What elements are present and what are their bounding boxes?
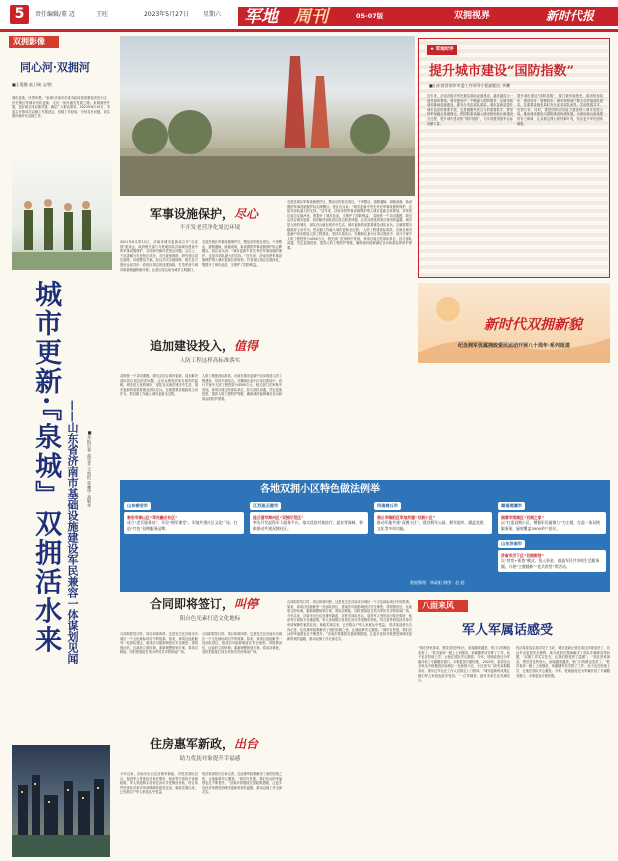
body-continued: 走进任城区军事设施保护区，整治后的营区周边，干净整洁，道路通畅，绿植成荫，新设置的军事设施保护标志牌醒目。营区官兵说：“城市更新中首先考虑军事设施的保护，这是对部队最大的支持。”近年来，济南市把军事设施保护纳入城市更新总体规划，对老营区周边实施净化，既提升了城市品质，又维护了国防利益。 双拥是一个共同课题。我们会结合城市更新，同步解决部队营区周边的老问题，让官兵感受到来自城市的温暖。城市是人民的城市，部队官兵就在城市中生活，城市更新的成果要惠及部队官兵。这就需要各级政府主动作为，把双拥工作融入城市更新全过程。 人防工程建设标准高，济南在城市更新中同步推进人防工程建设，坚持平战结合。在槐荫区某小区项目建设中，设计方案中人防工程投资为4500万元，相关部门在审核中发现，该项目周边有部队单位，经与部队沟通，决定追加投资，提高人防工程防护等级，确保战时能够满足官兵和群众的防护需要。 — [287, 200, 412, 250]
main-headline: 城市更新·『泉城』双拥活水来 — [30, 280, 62, 655]
monument-illustration — [120, 36, 415, 196]
designer-credit: 王旺 — [96, 11, 109, 18]
parade-photo — [12, 160, 112, 270]
infographic-title: 各地双拥小区特色做法例举 — [260, 484, 380, 495]
skyline-illustration — [12, 745, 110, 857]
graphic-item-title: 商丘市睢阳区军地共建“双拥小区” — [377, 515, 436, 521]
body-lower-continued: 合同即将签订时，项目却被叫停。这是发生在济南市历城区一个文化地标项目中的故事。原来，该项目选址毗邻一处部队营区，建成后可能影响营区安全保密。得知情况后，区政府立即协调，重新调整规划方案，将项目移址，同时把原址打造为军民共享的休闲广场。 今年以来，济南市出台住房惠军新政，对驻济部队官兵、退役军人等优抚对象在购房、租房等方面给予优惠政策。军人家庭购买首套住房可享受购房补贴，符合条件的优抚对象可申请保障性租赁住房。新政实施以来，已有数百户军人家庭从中受益。 驻济某部营长告诉记者，住房惠军政策解决了他的后顾之忧，让他能够安心服役。“城市在发展，我们官兵的幸福感也在不断提升。”济南市将继续完善政策措施，让更多优抚对象感受到城市更新带来的温暖，推动双拥工作走深走实。 — [287, 600, 412, 641]
opinion-body-2: 提升城市建设“国防指数”，要打破军地壁垒，做到规划同步、建设同步、管理同步。城市规划部门要主动对接部队需求，在重要设施布局时充分征求部队意见，实现资源共享、优势互补。同时，要把国防动员能力建设纳入城市发展大局，推动城市建设与国防建设协调发展，为部队练兵备战提供有力保障，让双拥这棵大树枝繁叶茂，结出更多军民团结硕果。 — [517, 94, 603, 126]
story-section-label: 八面来风 — [418, 600, 468, 612]
headline-3: 合同即将签订，叫停 — [150, 597, 259, 611]
main-subheadline: ——山东省济南市基础设施建设军民兼容一体谋划见闻 — [65, 400, 79, 664]
graphic-item-text: 成立“老兵服务站”，开设“拥军课堂”，军地共建社区文化广场，打造“红色”双拥服务品牌。 — [127, 520, 238, 531]
headline-4: 住房惠军新政，出台 — [150, 737, 259, 751]
graphic-item-box — [374, 512, 492, 534]
page-header — [0, 0, 618, 30]
body-5: 合同即将签订时，项目却被叫停。这是发生在济南市历城区一个文化地标项目中的故事。原来，该项目选址毗邻一处部队营区，建成后可能影响营区安全保密。得知情况后，区政府立即协调，重新调整规划方案，将项目移址，同时把原址打造为军民共享的休闲广场。 — [120, 632, 198, 655]
opinion-byline: ■山东省济南市市委工作领导小组副组长 李鹏 — [429, 83, 511, 88]
header-rule — [0, 29, 618, 32]
opinion-body-1: 近年来，济南各级对军民兼容基础设施建设，越来越成为一道亮丽风景线。城市建设中，不断融入国防需求，从城市规划到基础设施建设，都充分考虑部队需求。城市更新是提升城市品质的重要手段，也是凝聚军民合力的重要抓手。要坚持军民融合发展理念，把国防需求融入城市规划设计和建设全过程，提升城市建设的“国防指数”，为实现强国强军目标贡献力量。 — [427, 94, 513, 126]
star-icon: ★ — [430, 47, 435, 52]
paper-logo: 新时代报 — [546, 9, 595, 23]
graphic-item-title: 泰安市泰山区“军民融合社区” — [127, 515, 178, 521]
story-body-2: 驻济某部连队指导员王飞说，城市更新让营区周边环境变好了，官兵外出更加安全便利，地方政府还帮助解决了部队车辆停放等问题，“双拥工作实实在在，让我们感受到了温暖”。 “现在回家探亲，感觉变化特别大，泉城越来越美，家门口的路也变宽了。”驻济某部一级上士刘强说，家属随军后安排了工作，孩子也在驻地上学，让他在部队安心服役。今年，驻地政府还为军属开设了专属服务窗口，办事更加方便快捷。 — [516, 646, 610, 678]
graphic-item — [374, 502, 492, 534]
graphic-item-box — [498, 550, 606, 572]
graphic-item — [250, 502, 368, 534]
story-body-1: “现在回家探亲，感觉变化特别大，泉城越来越美，家门口的路也变宽了。”驻济某部一级上士刘强说，家属随军后安排了工作，孩子也在驻地上学，让他在部队安心服役。今年，驻地政府还为军属开设了专属服务窗口，办事更加方便快捷。 2022年，某部官兵全家从外地搬进济南城区一处新建小区，小区里专门设有双拥服务站，逢年过节社区工作人员都会上门慰问。“城市更新的成果让我们军人家庭也能享受到。”一位军嫂说，她对未来生活充满信心。 — [418, 646, 510, 683]
body-2: 走进任城区军事设施保护区，整治后的营区周边，干净整洁，道路通畅，绿植成荫，新设置的军事设施保护标志牌醒目。营区官兵说：“城市更新中首先考虑军事设施的保护，这是对部队最大的支持。”近年来，济南市把军事设施保护纳入城市更新总体规划，对老营区周边实施净化，既提升了城市品质，又维护了国防利益。 — [202, 240, 282, 267]
graphic-item-city: 河南商丘市 — [374, 502, 401, 510]
graphic-item — [498, 540, 606, 572]
graphic-item — [124, 502, 244, 534]
body-1: 2021年6月的12日，济南市城市更新局召开“百花园”座谈会，政府相关部门与驻地部队共商城市建设中的军事设施保护，共同研究解决老营区问题。会议上，干部讲解当年老营区状况，对比规划图纸，研究营区周边道路、环境整治方案。经过多次实地调研，相关各方很快达成共识：将营区周边的违建拆除，打造军营与城市和谐相融的新环境，让营区周边成为城市文明窗口。 — [120, 240, 198, 272]
graphic-item-box — [124, 512, 244, 534]
photo-credit: ■王冕继 高卫瑞 文/图 — [12, 82, 52, 87]
graphic-item-box — [250, 512, 368, 534]
editor-credit: 责任编辑/董 迈 — [35, 11, 75, 18]
main-byline: ■本报记者 高雪菲 王凯伦 张鹏宇 高敏华 — [87, 430, 93, 508]
soldiers-illustration — [12, 160, 112, 270]
graphic-item-city: 江苏连云港市 — [250, 502, 281, 510]
issue-weekday: 星期六 — [203, 11, 222, 18]
graphic-item-box — [498, 512, 606, 534]
infographic-credit: 数据整理：林政阳 制图：赵 超 — [410, 580, 465, 585]
headline-1: 军事设施保护，尽心 — [150, 207, 259, 221]
graphic-item-title: 济南市历下区“双拥街巷” — [501, 553, 544, 559]
subheadline-1: 不开发老营净化周边环境 — [179, 225, 241, 231]
opinion-tag: ★ 军地时评 — [427, 45, 457, 55]
body-3: 双拥是一个共同课题。我们会结合城市更新，同步解决部队营区周边的老问题，让官兵感受到来自城市的温暖。城市是人民的城市，部队官兵就在城市中生活，城市更新的成果要惠及部队官兵。这就需要各级政府主动作为，把双拥工作融入城市更新全过程。 — [120, 374, 198, 397]
night-city-photo — [12, 745, 110, 857]
body-6: 今年以来，济南市出台住房惠军新政，对驻济部队官兵、退役军人等优抚对象在购房、租房等方面给予优惠政策。军人家庭购买首套住房可享受购房补贴，符合条件的优抚对象可申请保障性租赁住房。新政实施以来，已有数百户军人家庭从中受益。 — [120, 772, 198, 795]
graphic-item — [498, 502, 606, 534]
infographic-panel — [120, 480, 610, 592]
body-4: 人防工程建设标准高，济南在城市更新中同步推进人防工程建设，坚持平战结合。在槐荫区某小区项目建设中，设计方案中人防工程投资为4500万元，相关部门在审核中发现，该项目周边有部队单位，经与部队沟通，决定追加投资，提高人防工程防护等级，确保战时能够满足官兵和群众的防护需要。 — [202, 374, 282, 401]
headline-2: 追加建设投入，值得 — [150, 339, 259, 353]
monument-photo — [120, 36, 415, 196]
opinion-box — [418, 38, 610, 278]
graphic-item-text: 率先开发退役军人服务平台，落实优抚对象医疗、就业等保障，积极推动共建双拥社区。 — [253, 520, 364, 531]
graphic-item-text: 以“营房+街巷”模式，投入资金，创造军民共享的生活服务圈，开展“主题楼栋”“老兵讲堂”等活动。 — [501, 558, 600, 569]
graphic-item-text: 以“打造双拥小区，增强军民凝聚力”为主题，打造一条双拥服务街，辐射覆盖3000余户居民。 — [501, 520, 600, 531]
section-label: 双拥影像 — [9, 36, 59, 48]
masthead-subtitle: 周刊 — [294, 7, 328, 27]
photo-title: 同心河·双拥河 — [20, 61, 90, 74]
graphic-item-title: 湘潭市雨湖区“双拥之家” — [501, 515, 544, 521]
masthead-bar — [238, 7, 618, 26]
issue-date: 2023年5月27日 — [144, 11, 189, 18]
story-title: 军人军属话感受 — [462, 623, 554, 638]
masthead-title: 军地 — [244, 7, 278, 27]
graphic-item-city: 湖南湘潭市 — [498, 502, 525, 510]
body-7: 驻济某部营长告诉记者，住房惠军政策解决了他的后顾之忧，让他能够安心服役。“城市在发展，我们官兵的幸福感也在不断提升。”济南市将继续完善政策措施，让更多优抚对象感受到城市更新带来的温暖，推动双拥工作走深走实。 — [202, 772, 282, 795]
series-banner — [418, 283, 610, 363]
opinion-title: 提升城市建设“国防指数” — [429, 64, 574, 79]
issue-range: 05-07版 — [356, 12, 384, 20]
subheadline-4: 助力优抚对象提升幸福感 — [179, 756, 241, 762]
body-5b: 合同即将签订时，项目却被叫停。这是发生在济南市历城区一个文化地标项目中的故事。原来，该项目选址毗邻一处部队营区，建成后可能影响营区安全保密。得知情况后，区政府立即协调，重新调整规划方案，将项目移址，同时把原址打造为军民共享的休闲广场。 — [202, 632, 282, 655]
graphic-item-city: 山东济南市 — [498, 540, 525, 548]
column-name: 双拥视界 — [454, 11, 491, 21]
subheadline-2: 人防工程这样高标准落实 — [179, 358, 241, 364]
banner-subtitle: 纪念拥军优属拥政爱民运动开展八十周年·系列报道 — [458, 343, 570, 349]
graphic-item-title: 连云港市海州区“双拥示范区” — [253, 515, 304, 521]
photo-caption: 城市更新，所思所想。"泉城"济南市市委市政府高度重视老旧小区、历史街区等城市有机更新，走出一条内涵式发展之路。泉城深度开展，更好地完成双拥共建，满足广大群众需求。2023年6月19日，市委召开第四次双拥工作推进会，回顾工作经验，分析存在问题，切实做好新时代双拥工作。 — [12, 96, 110, 119]
graphic-item-text: 推动军地共建“双拥小区”，建设拥军公园、拥军超市，涵盖党建、文化等多项功能。 — [377, 520, 488, 531]
subheadline-3: 阳台色光素打造文化地标 — [179, 616, 241, 622]
page-number: 5 — [10, 5, 29, 24]
banner-title: 新时代双拥新貌 — [484, 317, 582, 333]
graphic-item-city: 山东泰安市 — [124, 502, 151, 510]
